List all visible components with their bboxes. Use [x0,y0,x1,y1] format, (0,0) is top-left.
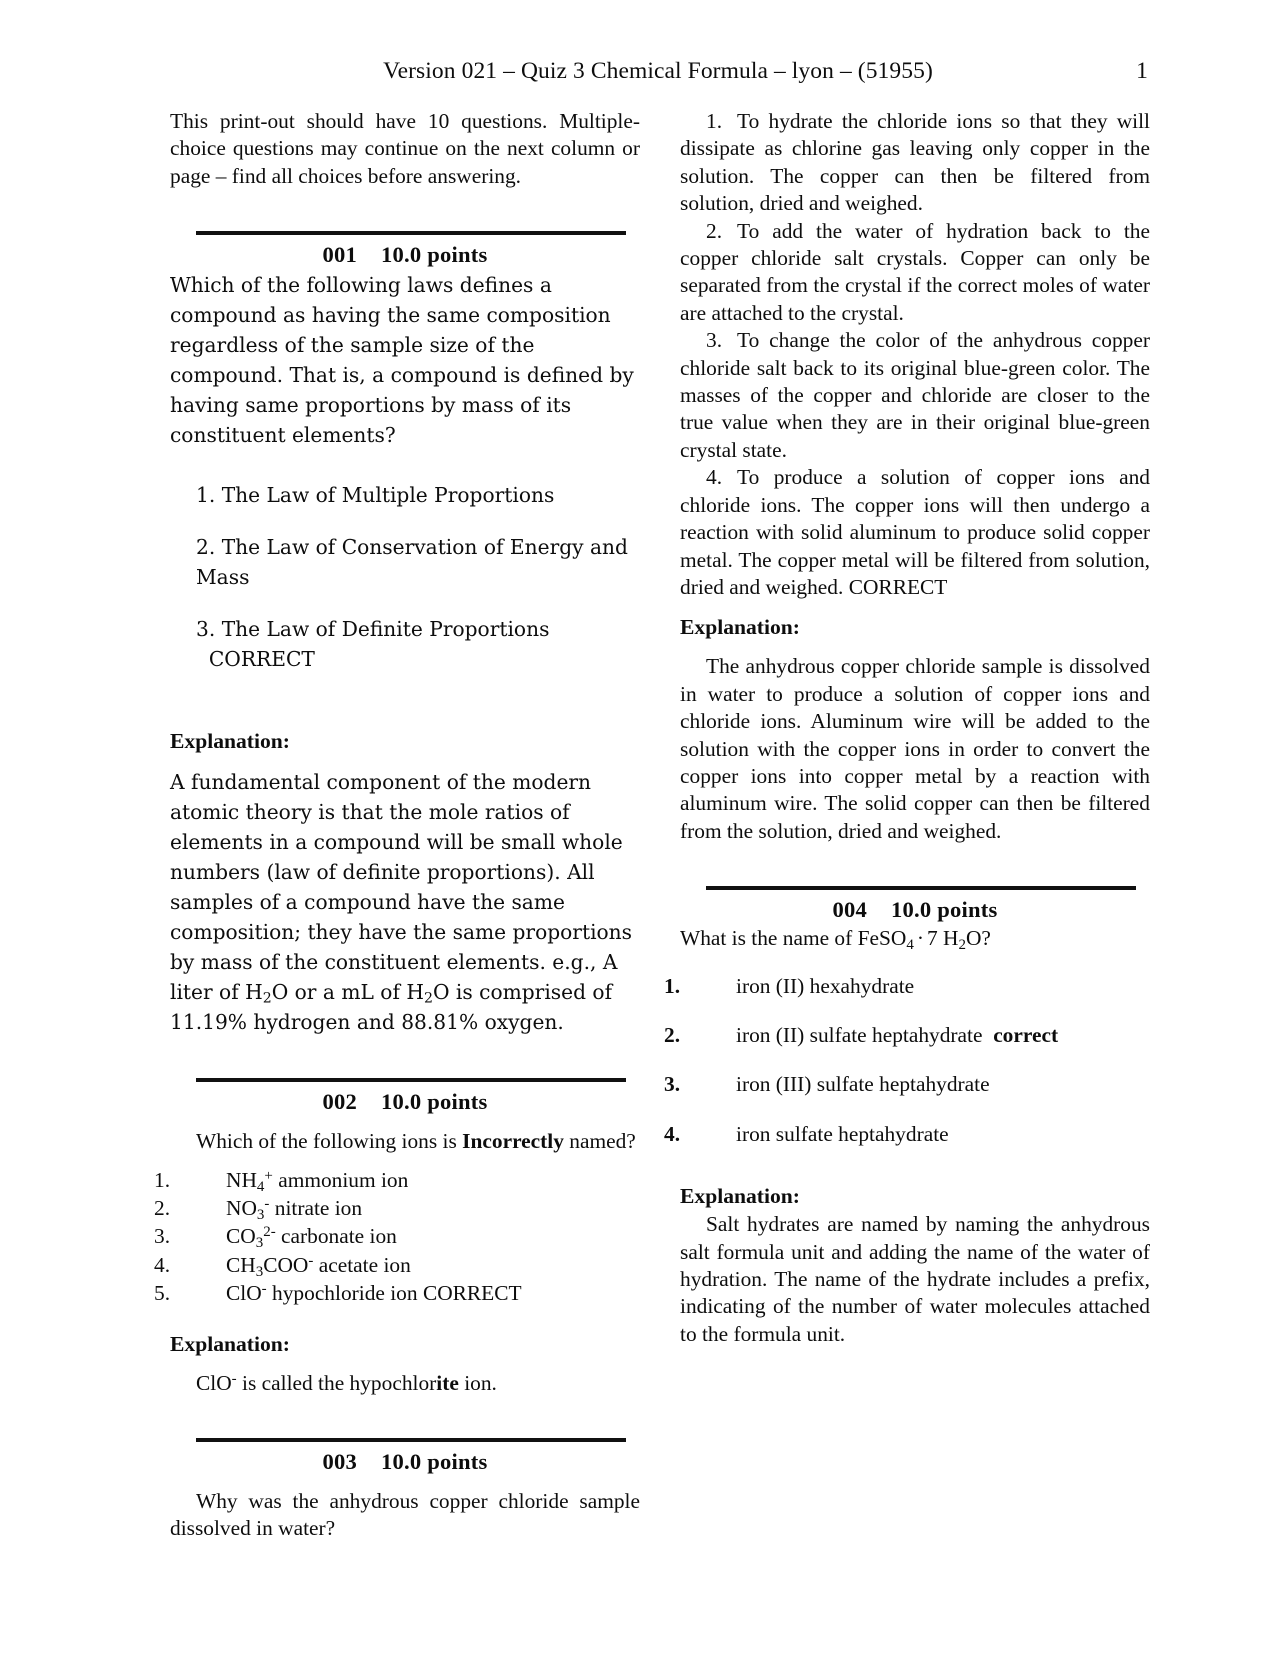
explanation-emphasis: ite [436,1370,459,1395]
question-001-stem: Which of the following laws defines a compound as having the same composition regardless of the sample size of the compound. That is, a compound is defined by having same proportions by mass of its constituent elements? [170,273,634,448]
correct-marker: correct [993,1022,1059,1047]
question-points: 10.0 points [381,1449,488,1475]
question-rule [196,1438,626,1442]
question-003-explanation-label: Explanation: [680,615,800,640]
correct-marker: CORRECT [208,647,315,672]
choice-label: 3. [196,617,216,642]
formula-charge: + [264,1167,273,1184]
choice-text: The Law of Multiple Proportions [221,483,555,508]
choice-item[interactable] [196,480,640,510]
choice-item[interactable] [154,1280,640,1307]
choice-label: 4. [664,1121,681,1146]
choice-text: To produce a solution of copper ions and chloride ions. The copper ions will then undergo a reaction with solid aluminum to produce solid copper metal. The copper metal will be filtered from solution, dried and weighed. [680,465,1150,599]
formula-charge: - [264,1196,270,1213]
choice-label: 4. [706,465,723,490]
question-number: 003 [322,1449,358,1475]
question-003-stem: Why was the anhydrous copper chloride sample dissolved in water? [170,1489,640,1541]
formula-subscript: 4 [906,937,914,954]
explanation-text-part3: O is comprised of 11.19% hydrogen and 88.81% oxygen. [170,980,613,1035]
choice-item[interactable] [680,464,1150,601]
choice-item[interactable] [680,327,1150,464]
ion-name: hypochloride ion [272,1281,418,1306]
question-rule [196,1078,626,1082]
choice-item[interactable] [680,218,1150,328]
choice-text: iron sulfate heptahydrate [736,1121,949,1146]
choice-label: 3. [664,1072,681,1097]
choice-label: 2. [664,1022,681,1047]
choice-item[interactable] [154,1223,640,1252]
question-003-explanation: The anhydrous copper chloride sample is dissolved in water to produce a solution of copper ions and chloride ions. Aluminum wire will be added to the solution with the copper ions in order to convert the copper ions into copper metal by a reaction with aluminum wire. The solid copper can then be filtered from the solution, dried and weighed. [680,654,1150,843]
choice-item[interactable] [664,1121,1150,1148]
question-001-explanation [170,767,640,1037]
question-number: 001 [322,242,358,268]
question-003-header [170,1438,640,1477]
question-003-title [170,1447,640,1477]
choice-item[interactable] [664,1071,1150,1098]
question-002-header [170,1078,640,1117]
question-rule [706,886,1136,890]
choice-item[interactable] [154,1195,640,1223]
right-column [664,108,1150,1348]
stem-part-b: 7 H [926,926,959,951]
question-points: 10.0 points [381,1089,488,1115]
choice-text: iron (II) hexahydrate [736,973,915,998]
formula-charge: - [261,1281,267,1298]
formula-charge: - [231,1370,237,1387]
stem-part-a: Which of the following ions is [196,1129,463,1154]
choice-text: iron (III) sulfate heptahydrate [736,1072,990,1097]
choice-text: The Law of Definite Proportions [221,617,550,642]
correct-marker: CORRECT [422,1281,522,1306]
question-points: 10.0 points [381,242,488,268]
choice-label: 1. [664,973,681,998]
choice-label: 4. [154,1252,171,1277]
ion-formula: ClO- [226,1281,267,1306]
choice-label: 2. [154,1196,171,1221]
ion-name: carbonate ion [281,1224,397,1249]
choice-item[interactable] [196,614,640,674]
choice-item[interactable] [680,108,1150,218]
center-dot: · [916,926,924,951]
question-002-stem [170,1128,640,1155]
choice-label: 2. [196,535,216,560]
choice-text: iron (II) sulfate heptahydrate [736,1022,983,1047]
formula-subscript: 3 [255,1235,264,1252]
choice-item[interactable] [154,1252,640,1280]
question-004-header [680,886,1150,925]
ion-formula: $CO_3^{2-}$ [226,1224,276,1252]
choice-label: 5. [154,1281,171,1306]
question-004-explanation: Salt hydrates are named by naming the anhydrous salt formula unit and adding the name of the water of hydration. The name of the hydrate includes a prefix, indicating of the number of water molecules attached to the formula unit. [680,1212,1150,1346]
formula-subscript: 3 [255,1263,264,1280]
ion-name: acetate ion [318,1252,411,1277]
question-003-choices [680,108,1150,601]
explanation-text-part1: A fundamental component of the modern atomic theory is that the mole ratios of elements in a compound will be small whole numbers (law of definite proportions). All samples of a compound have the same composition; they have the same proportions by mass of the constituent elements. e.g., A liter of H [170,770,633,1005]
choice-text: To hydrate the chloride ions so that they will dissipate as chlorine gas leaving only copper in the solution. The copper can then be filtered from solution, dried and weighed. [680,109,1150,216]
question-004-choices [664,973,1150,1149]
intro-paragraph: This print-out should have 10 questions. Multiple-choice questions may continue on the next column or page – find all choices before answering. [170,109,640,188]
formula-subscript: 4 [256,1178,265,1195]
subscript-2: 2 [262,990,272,1007]
question-number: 002 [322,1089,358,1115]
question-rule [196,231,626,235]
choice-item[interactable] [664,973,1150,1000]
choice-text: To add the water of hydration back to the copper chloride salt crystals. Copper can only be separated from the crystal if the correct moles of water are attached to the crystal. [680,218,1150,325]
choice-label: 1. [706,109,723,133]
explanation-text-part2: O or a mL of H [271,980,424,1005]
question-002-explanation-label: Explanation: [170,1331,290,1356]
ion-formula: $NH_4^+$ [226,1167,273,1195]
formula-charge: 2- [263,1224,276,1241]
choice-label: 3. [154,1224,171,1249]
stem-part-a: What is the name of FeSO [680,926,907,951]
explanation-part-b: ion. [458,1370,497,1395]
question-004-explanation-label: Explanation: [680,1184,800,1209]
left-column [154,108,640,1543]
stem-part-c: O? [965,926,991,951]
question-001-choices [170,480,640,674]
subscript-2: 2 [423,990,433,1007]
question-001-header [170,231,640,270]
correct-marker: CORRECT [848,574,948,599]
question-004-stem [680,925,1150,952]
choice-text: To change the color of the anhydrous copper chloride salt back to its original blue-green color. The masses of the copper and chloride are closer to the true value when they are in their original blue-green crystal state. [680,328,1150,462]
page-number: 1 [1136,58,1148,84]
ion-formula: $CH_3COO^-$ [226,1252,314,1280]
choice-text: The Law of Conservation of Energy and Mass [196,535,628,590]
question-points: 10.0 points [891,897,998,923]
stem-emphasis: Incorrectly [462,1129,564,1154]
stem-part-b: named? [563,1129,636,1154]
choice-label: 1. [154,1167,171,1192]
running-head [168,58,1148,92]
choice-label: 2. [706,218,723,243]
question-002-choices [154,1167,640,1308]
formula-subscript: 3 [256,1206,265,1223]
question-002-explanation [170,1370,640,1397]
formula-subscript: 2 [958,937,966,954]
question-001-title [170,240,640,270]
explanation-part-a: is called the hypochlor [242,1370,437,1395]
ion-formula: $NO_3^-$ [226,1196,270,1223]
choice-item[interactable] [664,1022,1150,1049]
question-001-explanation-label: Explanation: [170,729,290,754]
choice-label: 3. [706,328,723,353]
ion-name: nitrate ion [274,1196,363,1221]
ion-name: ammonium ion [278,1167,409,1192]
choice-item[interactable] [196,532,640,592]
formula-charge: - [308,1252,314,1269]
question-004-title [680,895,1150,925]
page-title: Version 021 – Quiz 3 Chemical Formula – lyon – (51955) [383,58,933,84]
question-number: 004 [832,897,868,923]
ion-formula: ClO- [196,1370,237,1395]
choice-item[interactable] [154,1167,640,1195]
choice-label: 1. [196,483,216,508]
question-002-title [170,1087,640,1117]
